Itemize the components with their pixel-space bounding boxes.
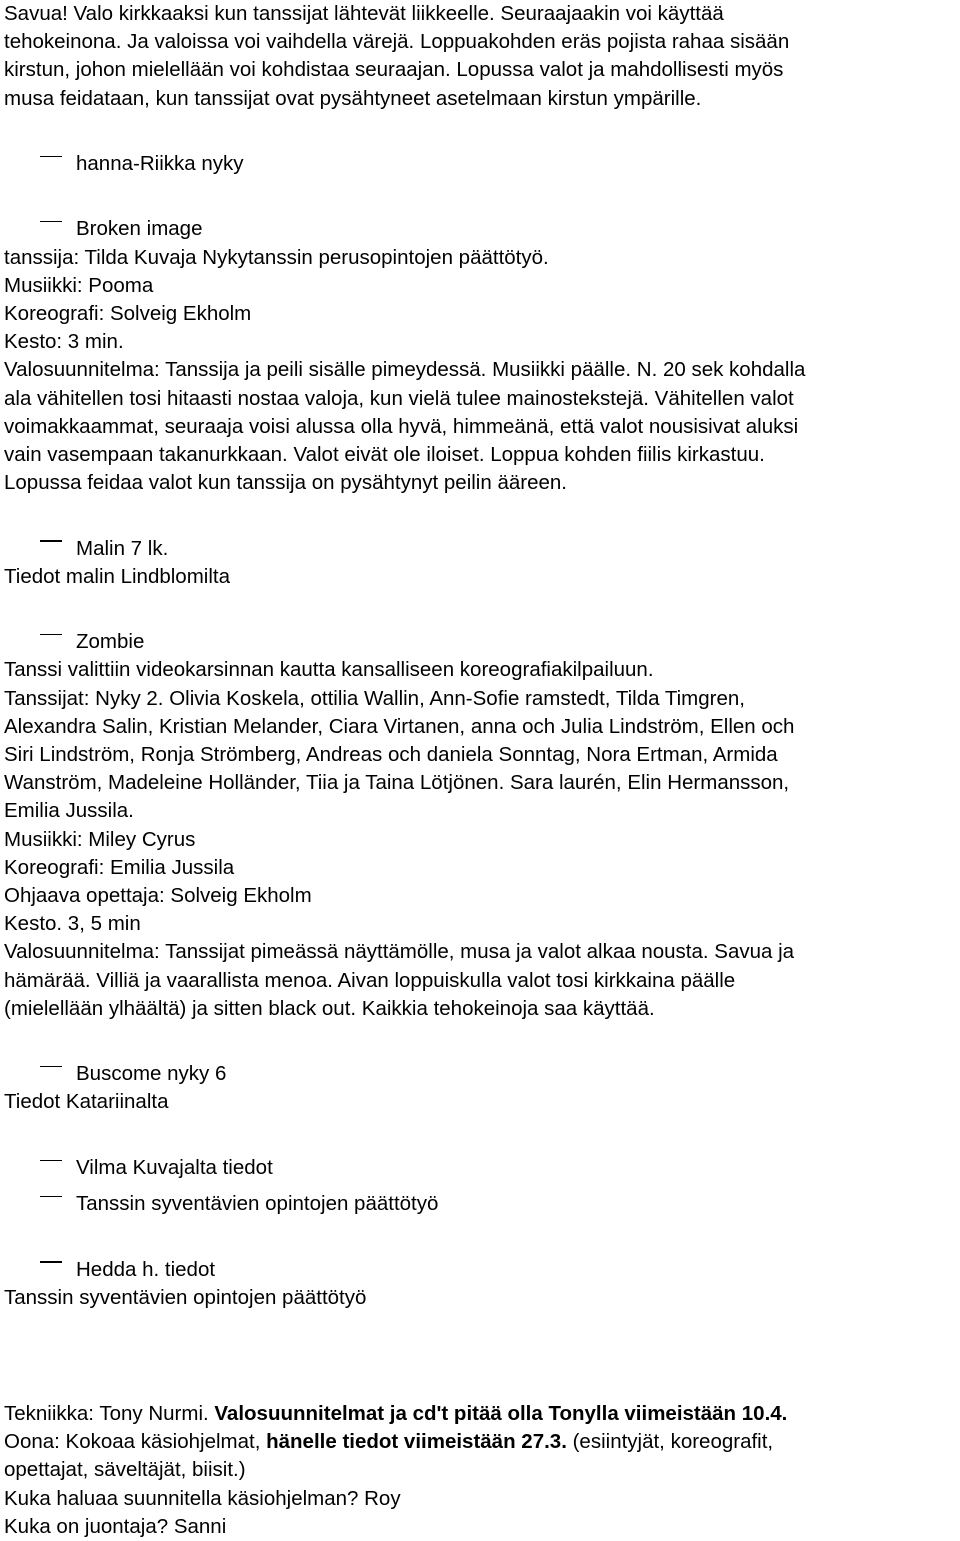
- spacer: [4, 1312, 958, 1400]
- dash-bullet-icon: [4, 620, 76, 648]
- dash-item: [4, 1182, 958, 1218]
- dash-bullet-icon: [4, 142, 76, 170]
- text-line: ala vähitellen tosi hitaasti nostaa valoja, kun vielä tulee mainostekstejä. Vähitellen valot: [4, 386, 794, 410]
- section-hedda: [4, 1247, 958, 1312]
- question-line: Kuka on juontaja? Sanni: [4, 1514, 227, 1538]
- text-line: Tiedot malin Lindblomilta: [4, 564, 230, 588]
- section-zombie: [4, 620, 958, 1023]
- text-line: tehokeinona. Ja valoissa voi vaihdella värejä. Loppuakohden eräs pojista rahaa sisään: [4, 30, 790, 54]
- text-line: Valosuunnitelma: Tanssija ja peili sisälle pimeydessä. Musiikki päälle. N. 20 sek kohdalla: [4, 358, 806, 382]
- text-line: Tanssin syventävien opintojen päättötyö: [76, 1192, 439, 1216]
- text-line: Savua! Valo kirkkaaksi kun tanssijat lähtevät liikkeelle. Seuraajaakin voi käyttää: [4, 2, 724, 25]
- text-line: Kesto. 3, 5 min: [4, 912, 141, 936]
- section-heading: hanna-Riikka nyky: [76, 152, 244, 175]
- text-line: Koreografi: Emilia Jussila: [4, 855, 235, 879]
- spacer: [4, 178, 958, 207]
- dash-bullet-icon: [4, 207, 76, 235]
- dash-bullet-icon: [4, 1247, 76, 1275]
- text-line: Musiikki: Pooma: [4, 273, 154, 297]
- section-heading: Buscome nyky 6: [76, 1062, 227, 1086]
- text-line: Valosuunnitelma: Tanssijat pimeässä näyttämölle, musa ja valot alkaa nousta. Savua ja: [4, 940, 795, 964]
- section-heading: Zombie: [76, 630, 145, 654]
- tech-line: [4, 1400, 958, 1428]
- dash-item: [4, 526, 958, 562]
- text-line: Tiedot Katariinalta: [4, 1090, 169, 1114]
- dash-item: [4, 142, 958, 178]
- oona-label: Oona: Kokoaa käsiohjelmat,: [4, 1430, 267, 1454]
- spacer: [4, 1117, 958, 1146]
- section-malin: [4, 526, 958, 591]
- tech-deadline: Valosuunnitelmat ja cd't pitää olla Tonylla viimeistään 10.4.: [214, 1402, 788, 1426]
- dash-bullet-icon: [4, 526, 76, 554]
- text-line: Emilia Jussila.: [4, 799, 134, 823]
- text-line: Lopussa feidaa valot kun tanssija on pysähtynyt peilin ääreen.: [4, 471, 567, 495]
- section-buscome: [4, 1052, 958, 1117]
- text-line: voimakkaammat, seuraaja voisi alussa olla hyvä, himmeänä, että valot nousisivat aluksi: [4, 414, 799, 438]
- text-line: (mielellään ylhäältä) ja sitten black out. Kaikkia tehokeinoja saa käyttää.: [4, 996, 655, 1020]
- text-line: Koreografi: Solveig Ekholm: [4, 302, 252, 325]
- text-line: Musiikki: Miley Cyrus: [4, 827, 196, 851]
- text-line: Tanssin syventävien opintojen päättötyö: [4, 1285, 367, 1309]
- tech-label: Tekniikka: Tony Nurmi.: [4, 1402, 215, 1426]
- text-line: Tanssijat: Nyky 2. Olivia Koskela, ottilia Wallin, Ann-Sofie ramstedt, Tilda Timgren,: [4, 686, 745, 710]
- spacer: [4, 1218, 958, 1247]
- dash-bullet-icon: [4, 1052, 76, 1080]
- section-hanna: [4, 142, 958, 498]
- document: [4, 0, 958, 1541]
- spacer: [4, 591, 958, 620]
- dash-item: [4, 1146, 958, 1182]
- text-line: Kesto: 3 min.: [4, 330, 124, 354]
- oona-deadline: hänelle tiedot viimeistään 27.3.: [266, 1430, 567, 1454]
- spacer: [4, 497, 958, 526]
- oona-rest: (esiintyjät, koreografit,: [566, 1430, 774, 1454]
- intro-paragraph: [4, 0, 958, 113]
- dash-item: [4, 207, 958, 243]
- spacer: [4, 1023, 958, 1052]
- broken-image-label: Broken image: [76, 217, 203, 241]
- text-line: musa feidataan, kun tanssijat ovat pysähtyneet asetelmaan kirstun ympärille.: [4, 86, 702, 110]
- dash-item: [4, 620, 958, 656]
- text-line: opettajat, säveltäjät, biisit.): [4, 1458, 246, 1482]
- text-line: Wanström, Madeleine Holländer, Tiia ja Taina Lötjönen. Sara laurén, Elin Hermansson,: [4, 771, 790, 795]
- dash-item: [4, 1247, 958, 1283]
- question-line: Kuka haluaa suunnitella käsiohjelman? Roy: [4, 1486, 401, 1510]
- dash-bullet-icon: [4, 1182, 76, 1210]
- section-heading: Hedda h. tiedot: [76, 1257, 216, 1281]
- text-line: Siri Lindström, Ronja Strömberg, Andreas och daniela Sonntag, Nora Ertman, Armida: [4, 743, 778, 767]
- oona-line: [4, 1428, 958, 1456]
- spacer: [4, 113, 958, 142]
- text-line: hämärää. Villiä ja vaarallista menoa. Aivan loppuiskulla valot tosi kirkkaina päälle: [4, 968, 736, 992]
- section-heading: Malin 7 lk.: [76, 536, 169, 560]
- text-line: Tanssi valittiin videokarsinnan kautta kansalliseen koreografiakilpailuun.: [4, 658, 654, 682]
- dash-item: [4, 1052, 958, 1088]
- text-line: vain vasempaan takanurkkaan. Valot eivät ole iloiset. Loppua kohden fiilis kirkastuu.: [4, 443, 765, 467]
- dash-bullet-icon: [4, 1146, 76, 1174]
- text-line: kirstun, johon mielellään voi kohdistaa seuraajan. Lopussa valot ja mahdollisesti myös: [4, 58, 784, 82]
- section-vilma: [4, 1146, 958, 1219]
- footer-notes: [4, 1400, 958, 1541]
- text-line: Alexandra Salin, Kristian Melander, Ciara Virtanen, anna och Julia Lindström, Ellen och: [4, 714, 795, 738]
- text-line: tanssija: Tilda Kuvaja Nykytanssin perusopintojen päättötyö.: [4, 245, 549, 269]
- section-heading: Vilma Kuvajalta tiedot: [76, 1155, 273, 1179]
- text-line: Ohjaava opettaja: Solveig Ekholm: [4, 884, 312, 908]
